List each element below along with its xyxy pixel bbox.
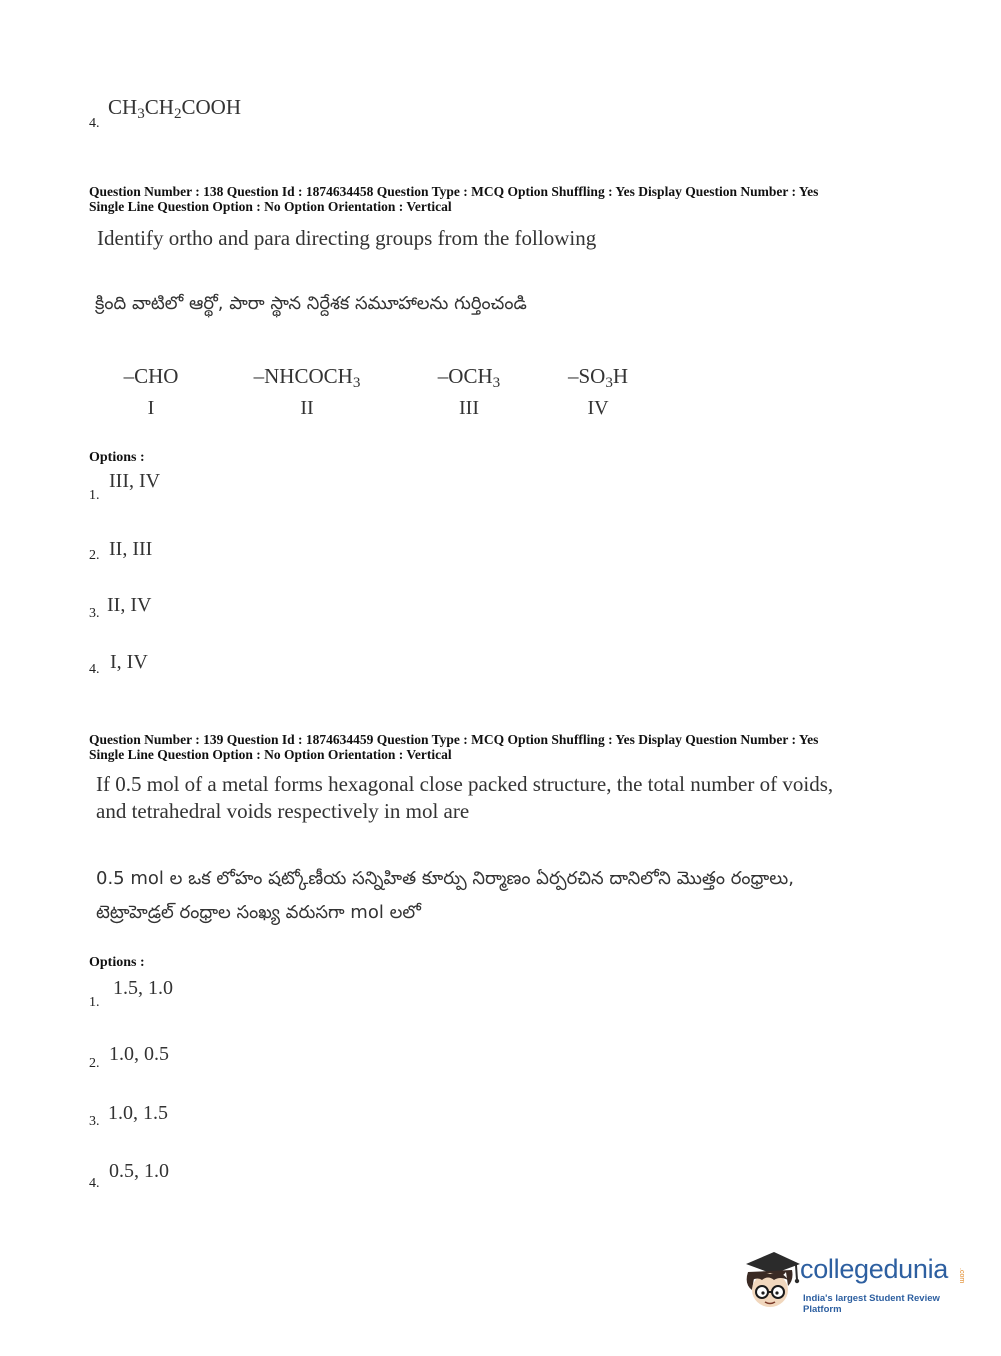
- q138-option-2-number: 2.: [89, 548, 100, 563]
- q138-group-2-roman: II: [300, 397, 314, 419]
- q138-group-3: $-OCH_3$: [437, 364, 501, 391]
- q138-option-4-number: 4.: [89, 662, 100, 677]
- prev-option-4-number: 4.: [89, 116, 100, 131]
- q139-option-2-number: 2.: [89, 1056, 100, 1071]
- q139-option-1-number: 1.: [89, 995, 100, 1010]
- brand-dotcom: .com: [958, 1268, 965, 1284]
- q138-text-en: Identify ortho and para directing groups from the following: [97, 226, 597, 250]
- q138-group-2: $-NHCOCH_3$: [253, 364, 361, 391]
- brand-name: collegedunia: [800, 1254, 949, 1284]
- q138-option-1-number: 1.: [89, 488, 100, 503]
- q138-option-2-text[interactable]: II, III: [109, 538, 153, 560]
- q139-option-4-number: 4.: [89, 1176, 100, 1191]
- q138-text-te: క్రింది వాటిలో ఆర్థో, పారా స్థాన నిర్దేశక సమూహాలను గుర్తించండి: [95, 293, 527, 314]
- q138-group-3-roman: III: [459, 397, 479, 419]
- q138-group-4-roman: IV: [587, 397, 609, 419]
- q138-options-label: Options :: [89, 450, 145, 465]
- q139-text-te-line2: టెట్రాహెడ్రల్ రంధ్రాల సంఖ్య వరుసగా mol లలో: [96, 902, 421, 923]
- q139-option-1-text[interactable]: 1.5, 1.0: [113, 977, 173, 999]
- mascot-icon: [740, 1250, 802, 1312]
- q139-options-label: Options :: [89, 955, 145, 970]
- q138-option-4-text[interactable]: I, IV: [110, 651, 148, 673]
- q139-text-te-line1: 0.5 mol ల ఒక లోహం షట్కోణీయ సన్నిహిత కూర్పు నిర్మాణం ఏర్పరచిన దానిలోని మొత్తం రంధ్రాలు,: [96, 868, 794, 889]
- q138-meta: [89, 184, 818, 214]
- q138-group-1-roman: I: [147, 397, 155, 419]
- q139-text-en-line2: and tetrahedral voids respectively in mol are: [96, 799, 470, 823]
- q138-option-3-number: 3.: [89, 606, 100, 621]
- q139-option-2-text[interactable]: 1.0, 0.5: [109, 1043, 169, 1065]
- collegedunia-logo[interactable]: [740, 1250, 970, 1315]
- q139-meta-line1: Question Number : 139 Question Id : 1874634459 Question Type : MCQ Option Shuffling : Yes Display Question Number : Yes: [89, 732, 819, 747]
- brand-tagline: India's largest Student Review Platform: [803, 1293, 940, 1315]
- q139-text-en: [96, 771, 833, 825]
- q139-option-3-text[interactable]: 1.0, 1.5: [108, 1102, 168, 1124]
- q138-meta-line2: Single Line Question Option : No Option Orientation : Vertical: [89, 199, 452, 214]
- q138-group-1: –CHO: [123, 364, 179, 388]
- q139-option-4-text[interactable]: 0.5, 1.0: [109, 1160, 169, 1182]
- q138-group-4: $-SO_3H$: [567, 364, 629, 391]
- q138-option-3-text[interactable]: II, IV: [107, 594, 152, 616]
- q138-meta-line1: Question Number : 138 Question Id : 1874634458 Question Type : MCQ Option Shuffling : Yes Display Question Number : Yes: [89, 184, 819, 199]
- prev-option-4-text: $CH_3CH_2COOH$: [108, 95, 242, 122]
- q139-text-te: [96, 862, 794, 930]
- q139-meta-line2: Single Line Question Option : No Option Orientation : Vertical: [89, 747, 452, 762]
- q139-option-3-number: 3.: [89, 1114, 100, 1129]
- q139-text-en-line1: If 0.5 mol of a metal forms hexagonal close packed structure, the total number of voids,: [96, 772, 834, 796]
- q139-meta: [89, 732, 818, 762]
- q138-option-1-text[interactable]: III, IV: [109, 470, 161, 492]
